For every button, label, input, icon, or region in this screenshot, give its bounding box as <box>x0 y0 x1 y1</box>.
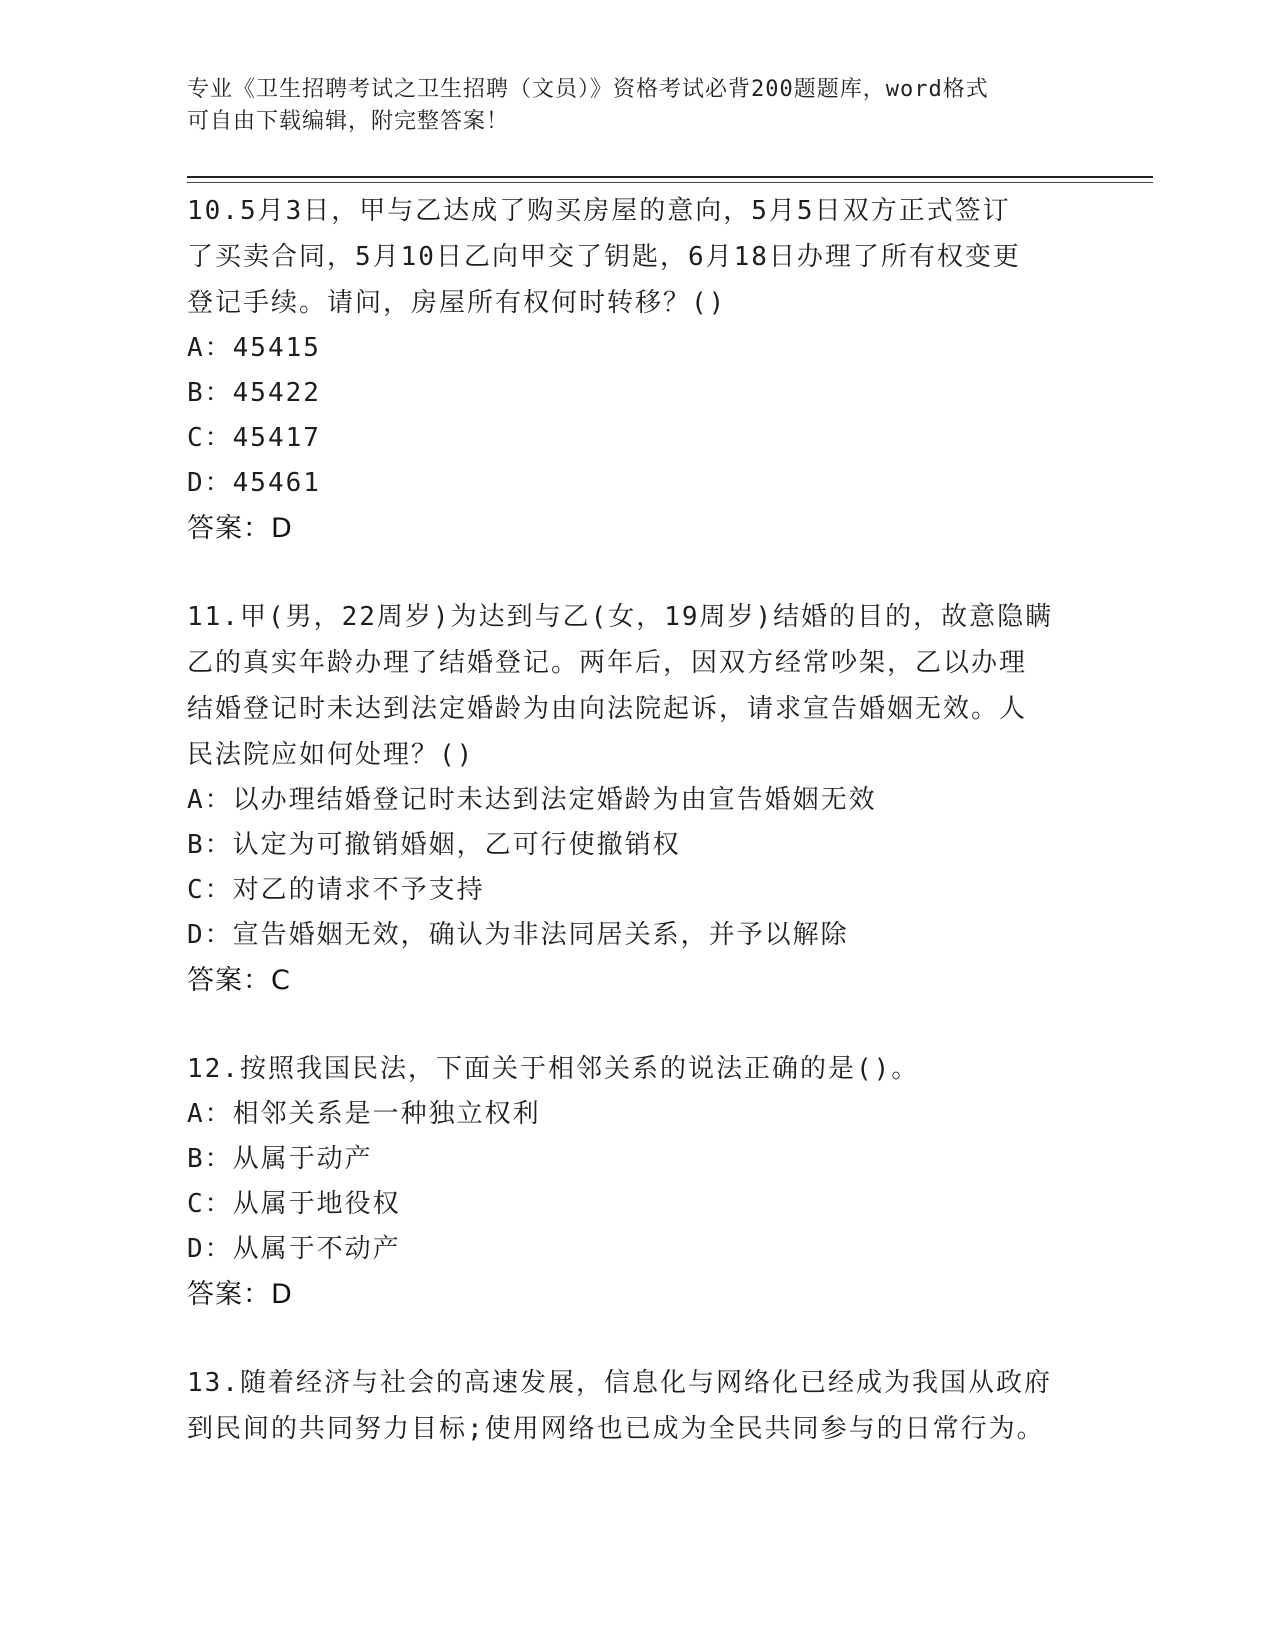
option-d: D：从属于不动产 <box>187 1234 401 1264</box>
question-text-line: 10.5月3日，甲与乙达成了购买房屋的意向，5月5日双方正式签订 <box>187 196 1011 226</box>
question-12 <box>187 1046 1087 1317</box>
question-text-line: 13.随着经济与社会的高速发展，信息化与网络化已经成为我国从政府 <box>187 1368 1052 1398</box>
option-c: C：对乙的请求不予支持 <box>187 875 485 905</box>
option-a: A：以办理结婚登记时未达到法定婚龄为由宣告婚姻无效 <box>187 785 877 815</box>
question-text-line: 登记手续。请问，房屋所有权何时转移？() <box>187 288 727 318</box>
header-line-1: 专业《卫生招聘考试之卫生招聘（文员）》资格考试必背200题题库，word格式 <box>187 77 989 102</box>
option-d: D：45461 <box>187 468 321 498</box>
option-a: A：45415 <box>187 333 321 363</box>
answer-label: 答案：C <box>187 965 291 996</box>
question-text-line: 了买卖合同，5月10日乙向甲交了钥匙，6月18日办理了所有权变更 <box>187 242 1021 272</box>
question-list <box>187 188 1087 1495</box>
header-divider-thick <box>187 176 1153 178</box>
question-text-line: 乙的真实年龄办理了结婚登记。两年后，因双方经常吵架，乙以办理 <box>187 648 1028 678</box>
question-text-line: 到民间的共同努力目标;使用网络也已成为全民共同参与的日常行为。 <box>187 1414 1045 1444</box>
answer-label: 答案：D <box>187 1279 293 1310</box>
question-text-line: 结婚登记时未达到法定婚龄为由向法院起诉，请求宣告婚姻无效。人 <box>187 694 1028 724</box>
option-c: C：45417 <box>187 423 321 453</box>
option-b: B：从属于动产 <box>187 1144 373 1174</box>
document-header <box>187 74 1067 138</box>
question-text-line: 11.甲(男，22周岁)为达到与乙(女，19周岁)结婚的目的，故意隐瞒 <box>187 602 1054 632</box>
answer-label: 答案：D <box>187 513 293 544</box>
question-text-line: 民法院应如何处理？() <box>187 740 475 770</box>
header-line-2: 可自由下载编辑，附完整答案！ <box>187 109 510 134</box>
question-text-line: 12.按照我国民法，下面关于相邻关系的说法正确的是()。 <box>187 1054 920 1084</box>
option-a: A：相邻关系是一种独立权利 <box>187 1099 541 1129</box>
header-divider-thin <box>187 182 1153 183</box>
question-11 <box>187 594 1087 1003</box>
question-13 <box>187 1360 1087 1452</box>
option-b: B：45422 <box>187 378 321 408</box>
option-d: D：宣告婚姻无效，确认为非法同居关系，并予以解除 <box>187 920 849 950</box>
option-b: B：认定为可撤销婚姻，乙可行使撤销权 <box>187 830 681 860</box>
option-c: C：从属于地役权 <box>187 1189 401 1219</box>
question-10 <box>187 188 1087 551</box>
